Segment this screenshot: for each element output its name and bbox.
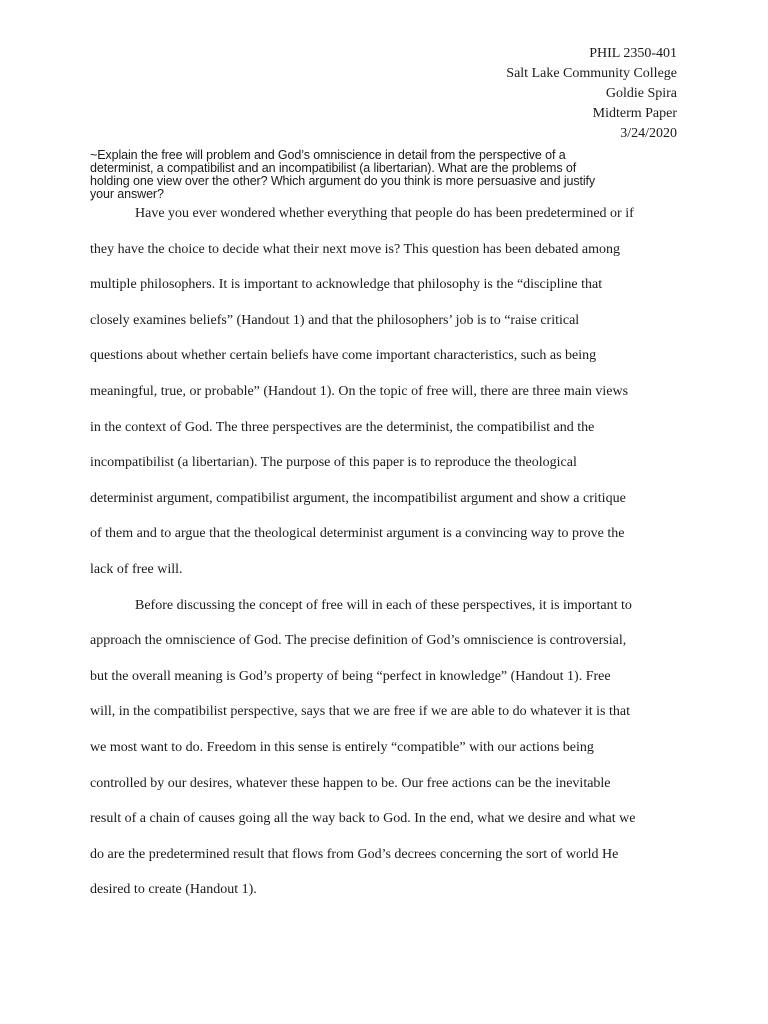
- body-line: multiple philosophers. It is important to acknowledge that philosophy is the “discipline that: [90, 277, 603, 293]
- assignment-title: Midterm Paper: [592, 106, 677, 121]
- body-line: approach the omniscience of God. The precise definition of God’s omniscience is controversial,: [90, 633, 627, 649]
- body-line: questions about whether certain beliefs have come important characteristics, such as being: [90, 348, 597, 364]
- body-line: meaningful, true, or probable” (Handout 1). On the topic of free will, there are three main views: [90, 383, 629, 399]
- body-line: of them and to argue that the theological determinist argument is a convincing way to prove the: [90, 526, 625, 542]
- prompt-line: ~Explain the free will problem and God’s omniscience in detail from the perspective of a: [90, 148, 566, 162]
- body-line: they have the choice to decide what their next move is? This question has been debated among: [90, 241, 621, 257]
- body-line: Before discussing the concept of free will in each of these perspectives, it is important to: [135, 597, 632, 613]
- body-line: Have you ever wondered whether everything that people do has been predetermined or if: [135, 206, 634, 221]
- body-line: determinist argument, compatibilist argument, the incompatibilist argument and show a critique: [90, 490, 626, 506]
- paper-date: 3/24/2020: [620, 126, 677, 141]
- paper-header: [506, 44, 677, 144]
- paragraph-omniscience: [90, 596, 680, 916]
- body-line: controlled by our desires, whatever these happen to be. Our free actions can be the inevitable: [90, 775, 611, 791]
- body-line: we most want to do. Freedom in this sense is entirely “compatible” with our actions being: [90, 739, 594, 755]
- college-name: Salt Lake Community College: [506, 66, 677, 81]
- body-line: result of a chain of causes going all the way back to God. In the end, what we desire and what we: [90, 811, 636, 827]
- prompt-line: determinist, a compatibilist and an incompatibilist (a libertarian). What are the problems of: [90, 161, 577, 175]
- paragraph-introduction: [90, 204, 680, 596]
- body-line: do are the predetermined result that flows from God’s decrees concerning the sort of world He: [90, 846, 619, 862]
- author-name: Goldie Spira: [605, 86, 677, 101]
- body-line: will, in the compatibilist perspective, says that we are free if we are able to do whatever it is that: [90, 704, 630, 720]
- assignment-prompt: [90, 149, 690, 201]
- body-line: but the overall meaning is God’s property of being “perfect in knowledge” (Handout 1). Free: [90, 668, 611, 684]
- body-line: lack of free will.: [90, 561, 183, 577]
- paper-body: [90, 204, 680, 916]
- body-line: incompatibilist (a libertarian). The purpose of this paper is to reproduce the theological: [90, 455, 577, 471]
- body-line: closely examines beliefs” (Handout 1) and that the philosophers’ job is to “raise critical: [90, 312, 580, 328]
- prompt-line: your answer?: [90, 187, 164, 201]
- body-line: in the context of God. The three perspectives are the determinist, the compatibilist and the: [90, 419, 595, 435]
- prompt-line: holding one view over the other? Which argument do you think is more persuasive and justify: [90, 174, 596, 188]
- course-code: PHIL 2350-401: [589, 46, 677, 61]
- body-line: desired to create (Handout 1).: [90, 882, 257, 898]
